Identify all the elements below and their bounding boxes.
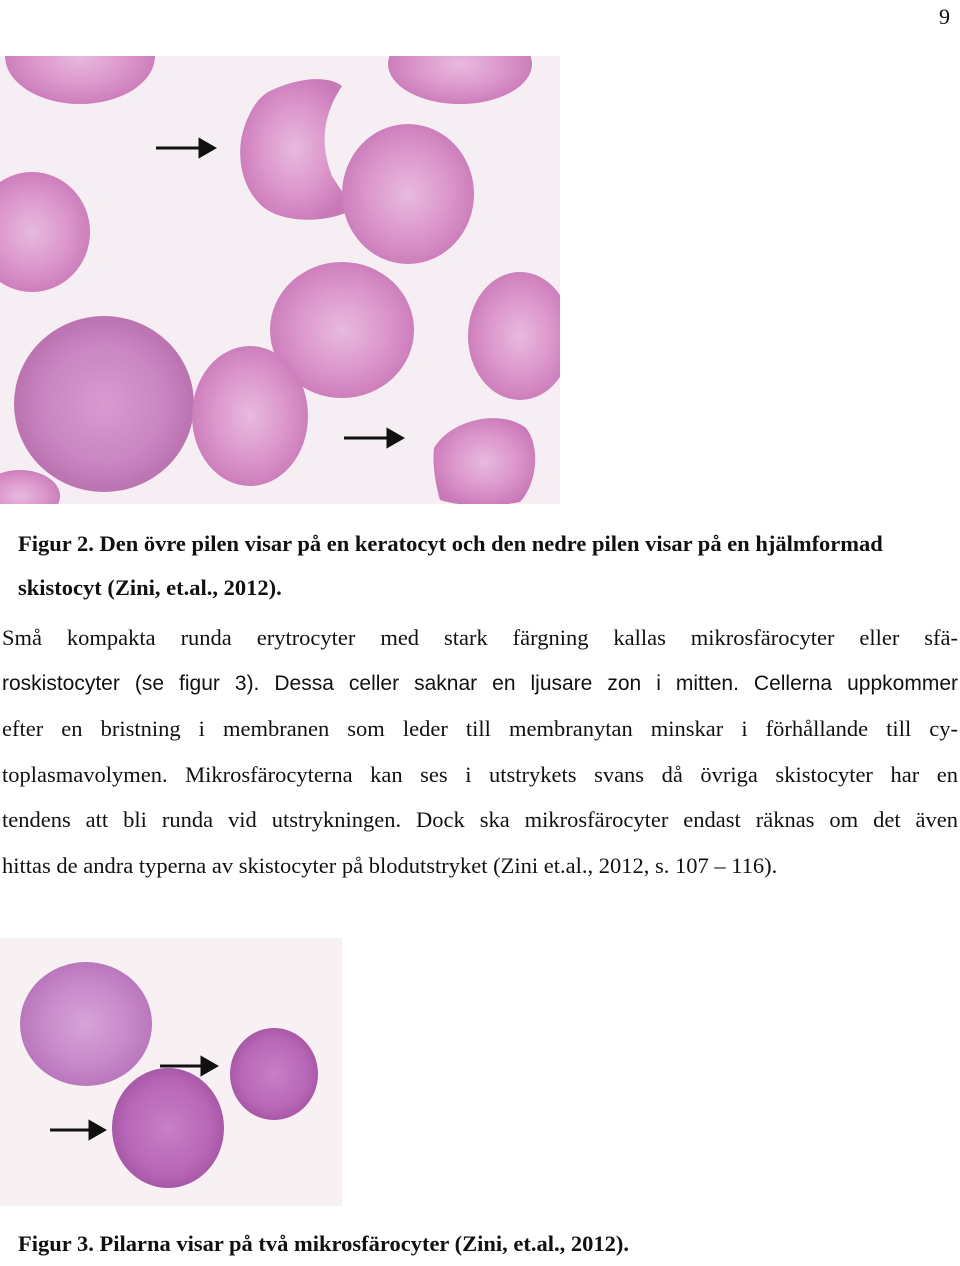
red-blood-cell <box>0 172 90 292</box>
helmet-cell <box>433 418 535 504</box>
figure-3-caption: Figur 3. Pilarna visar på två mikrosfärocyter (Zini, et.al., 2012). <box>18 1231 630 1256</box>
figure-2-micrograph <box>0 56 560 504</box>
arrow-icon <box>156 140 214 156</box>
red-blood-cell <box>388 56 532 104</box>
arrow-icon <box>344 430 402 446</box>
red-blood-cell <box>342 124 474 264</box>
figure-2-caption: Figur 2. Den övre pilen visar på en keratocyt och den nedre pilen visar på en hjälmformad skistocyt (Zini, et.al., 2012). <box>18 531 883 600</box>
red-blood-cell <box>192 346 308 486</box>
body-line: roskistocyter (se figur 3). Dessa celler saknar en ljusare zon i mitten. Cellerna uppkommer <box>2 671 958 695</box>
microspherocyte-cell <box>112 1068 224 1188</box>
body-line: toplasmavolymen. Mikrosfärocyterna kan ses i utstrykets svans då övriga skistocyter har en <box>2 761 958 787</box>
red-blood-cell <box>468 272 560 400</box>
body-line: hittas de andra typerna av skistocyter på blodutstryket (Zini et.al., 2012, s. 107 – 116). <box>2 852 778 878</box>
page-number: 9 <box>939 4 950 29</box>
red-blood-cell <box>5 56 155 104</box>
body-line: Små kompakta runda erytrocyter med stark färgning kallas mikrosfärocyter eller sfä- <box>2 625 958 650</box>
large-red-blood-cell <box>14 316 194 492</box>
body-line: efter en bristning i membranen som leder till membranytan minskar i förhållande till cy- <box>2 716 958 741</box>
body-paragraph <box>2 615 958 888</box>
body-line: tendens att bli runda vid utstrykningen. Dock ska mikrosfärocyter endast räknas om det även <box>2 807 958 832</box>
figure-3-micrograph <box>0 938 342 1206</box>
red-blood-cell <box>20 962 152 1086</box>
arrow-icon <box>50 1122 104 1138</box>
microspherocyte-cell <box>230 1028 318 1120</box>
keratocyte-cell <box>240 79 350 220</box>
